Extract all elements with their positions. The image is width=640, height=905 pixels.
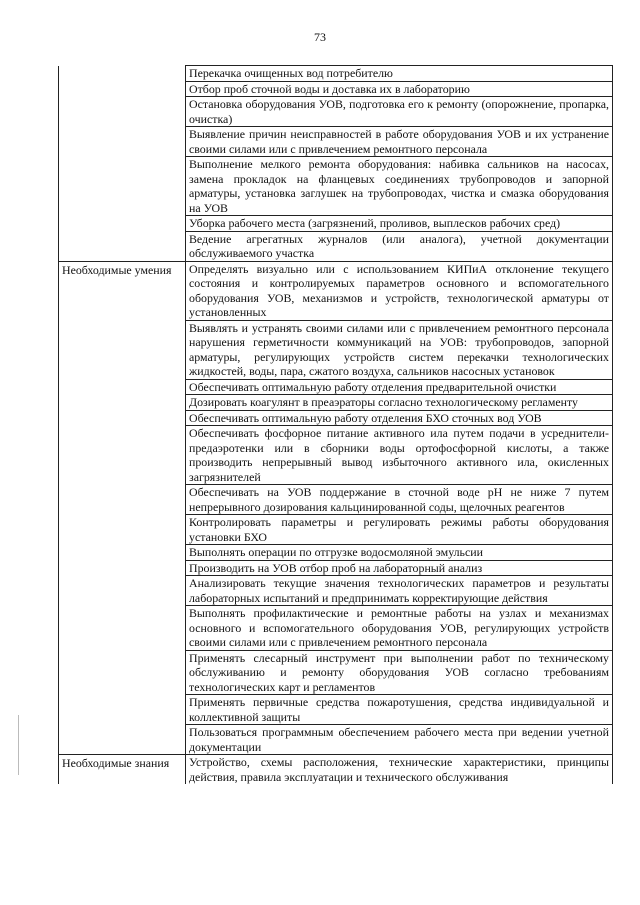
table-cell-text: Определять визуально или с использованием КИПиА отклонение текущего состояния и контролируемых параметров основного и вспомогательного оборудования УОВ, механизмов и устройств, технологической арматуры от установленных xyxy=(186,261,613,320)
table-row xyxy=(59,755,613,785)
table-cell-text: Анализировать текущие значения технологических параметров и результаты лабораторных испытаний и предпринимать корректирующие действия xyxy=(186,576,613,606)
section-label: Необходимые знания xyxy=(59,755,186,785)
table-cell-text: Выполнение мелкого ремонта оборудования: набивка сальников на насосах, замена прокладок на фланцевых соединениях трубопроводов и запорной арматуры, установка заглушек на трубопроводах, чистка и смазка оборудования на УОВ xyxy=(186,157,613,216)
table-body xyxy=(59,66,613,785)
table-row xyxy=(59,66,613,82)
table-cell-text: Производить на УОВ отбор проб на лабораторный анализ xyxy=(186,560,613,576)
table-cell-text: Выявлять и устранять своими силами или с привлечением ремонтного персонала нарушения герметичности коммуникаций на УОВ: трубопроводов, запорной арматуры, регулирующих устройств систем перекачки технологических жидкостей, воды, пара, сжатого воздуха, сальников насосных установок xyxy=(186,320,613,379)
table-cell-text: Пользоваться программным обеспечением рабочего места при ведении учетной документации xyxy=(186,725,613,755)
table-cell-text: Обеспечивать на УОВ поддержание в сточной воде pH не ниже 7 путем непрерывного дозирования кальцинированной соды, щелочных реагентов xyxy=(186,485,613,515)
section-label xyxy=(59,66,186,262)
table-cell-text: Остановка оборудования УОВ, подготовка его к ремонту (опорожнение, пропарка, очистка) xyxy=(186,97,613,127)
labor-functions-table xyxy=(58,65,613,784)
table-cell-text: Выполнять операции по отгрузке водосмоляной эмульсии xyxy=(186,545,613,561)
section-label: Необходимые умения xyxy=(59,261,186,755)
table-cell-text: Отбор проб сточной воды и доставка их в лабораторию xyxy=(186,81,613,97)
table-cell-text: Уборка рабочего места (загрязнений, проливов, выплесков рабочих сред) xyxy=(186,216,613,232)
table-cell-text: Ведение агрегатных журналов (или аналога), учетной документации обслуживаемого участка xyxy=(186,231,613,261)
table-cell-text: Перекачка очищенных вод потребителю xyxy=(186,66,613,82)
table-cell-text: Устройство, схемы расположения, технические характеристики, принципы действия, правила эксплуатации и технического обслуживания xyxy=(186,755,613,785)
table-cell-text: Контролировать параметры и регулировать режимы работы оборудования установки БХО xyxy=(186,515,613,545)
table-cell-text: Обеспечивать оптимальную работу отделения предварительной очистки xyxy=(186,379,613,395)
page-number: 73 xyxy=(314,30,326,44)
table-cell-text: Применять слесарный инструмент при выполнении работ по техническому обслуживанию и ремонту оборудования УОВ согласно требованиям технологических карт и регламентов xyxy=(186,650,613,695)
table-row xyxy=(59,261,613,320)
table-cell-text: Обеспечивать оптимальную работу отделения БХО сточных вод УОВ xyxy=(186,410,613,426)
table-cell-text: Обеспечивать фосфорное питание активного ила путем подачи в усреднители-предаэротенки или в сборники воды ортофосфорной кислоты, а также производить непрерывный вывод избыточного активного ила, окисленных загрязнителей xyxy=(186,426,613,485)
table-cell-text: Применять первичные средства пожаротушения, средства индивидуальной и коллективной защиты xyxy=(186,695,613,725)
table-cell-text: Выявление причин неисправностей в работе оборудования УОВ и их устранение своими силами или с привлечением ремонтного персонала xyxy=(186,127,613,157)
table-cell-text: Выполнять профилактические и ремонтные работы на узлах и механизмах основного и вспомогательного оборудования УОВ, регулирующих устройств своими силами или с привлечением ремонтного персонала xyxy=(186,606,613,651)
table-cell-text: Дозировать коагулянт в преаэраторы согласно технологическому регламенту xyxy=(186,395,613,411)
scan-margin-mark xyxy=(18,715,19,775)
